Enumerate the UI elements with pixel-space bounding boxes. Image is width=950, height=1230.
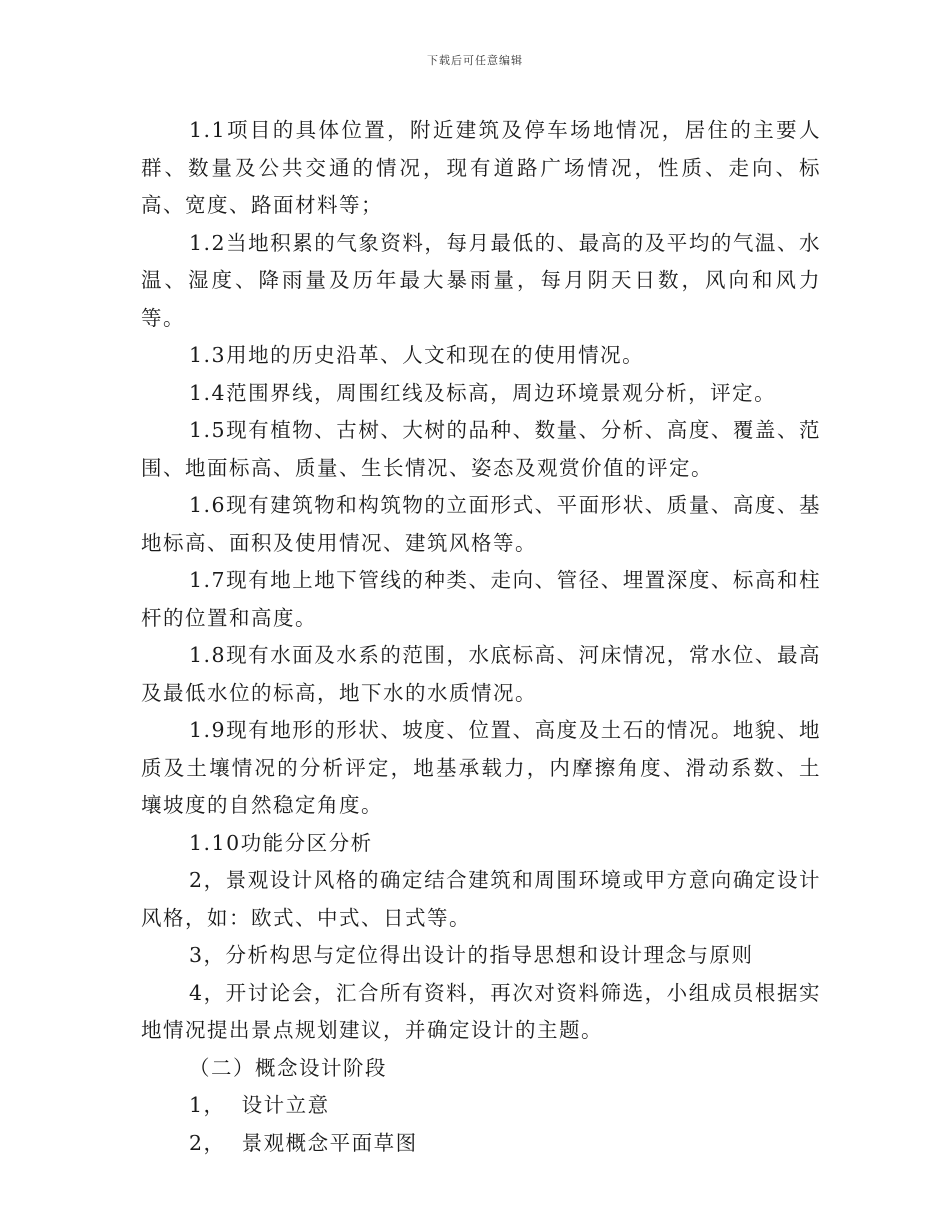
- paragraph-1-7: 1.7现有地上地下管线的种类、走向、管径、埋置深度、标高和柱杆的位置和高度。: [141, 568, 821, 630]
- paragraph-1-4: 1.4范围界线，周围红线及标高，周边环境景观分析，评定。: [189, 380, 777, 405]
- paragraph-1-5: 1.5现有植物、古树、大树的品种、数量、分析、高度、覆盖、范围、地面标高、质量、生长情况、姿态及观赏价值的评定。: [141, 418, 821, 480]
- paragraph-1-9: 1.9现有地形的形状、坡度、位置、高度及土石的情况。地貌、地质及土壤情况的分析评定，地基承载力，内摩擦角度、滑动系数、土壤坡度的自然稳定角度。: [141, 718, 821, 817]
- document-body: [141, 112, 821, 1162]
- paragraph-1-3: 1.3用地的历史沿革、人文和现在的使用情况。: [189, 343, 645, 367]
- paragraph-4: 4，开讨论会，汇合所有资料，再次对资料筛选，小组成员根据实地情况提出景点规划建议，并确定设计的主题。: [141, 980, 821, 1042]
- paragraph-2: 2，景观设计风格的确定结合建筑和周围环境或甲方意向确定设计风格，如：欧式、中式、日式等。: [141, 868, 821, 930]
- list-item-plan-sketch: 2， 景观概念平面草图: [189, 1130, 418, 1155]
- paragraph-1-1: 1.1项目的具体位置，附近建筑及停车场地情况，居住的主要人群、数量及公共交通的情况，现有道路广场情况，性质、走向、标高、宽度、路面材料等；: [141, 118, 821, 217]
- paragraph-1-2: 1.2当地积累的气象资料，每月最低的、最高的及平均的气温、水温、湿度、降雨量及历年最大暴雨量，每月阴天日数，风向和风力等。: [141, 230, 821, 330]
- list-item-design-concept: 1， 设计立意: [189, 1093, 330, 1117]
- paragraph-3: 3，分析构思与定位得出设计的指导思想和设计理念与原则: [189, 943, 754, 967]
- section-heading-concept-design: （二）概念设计阶段: [189, 1055, 387, 1080]
- paragraph-1-6: 1.6现有建筑物和构筑物的立面形式、平面形状、质量、高度、基地标高、面积及使用情况、建筑风格等。: [141, 493, 821, 555]
- paragraph-1-10: 1.10功能分区分析: [189, 830, 373, 855]
- paragraph-1-8: 1.8现有水面及水系的范围，水底标高、河床情况，常水位、最高及最低水位的标高，地下水的水质情况。: [141, 643, 821, 705]
- page-header-note: 下载后可任意编辑: [427, 54, 523, 67]
